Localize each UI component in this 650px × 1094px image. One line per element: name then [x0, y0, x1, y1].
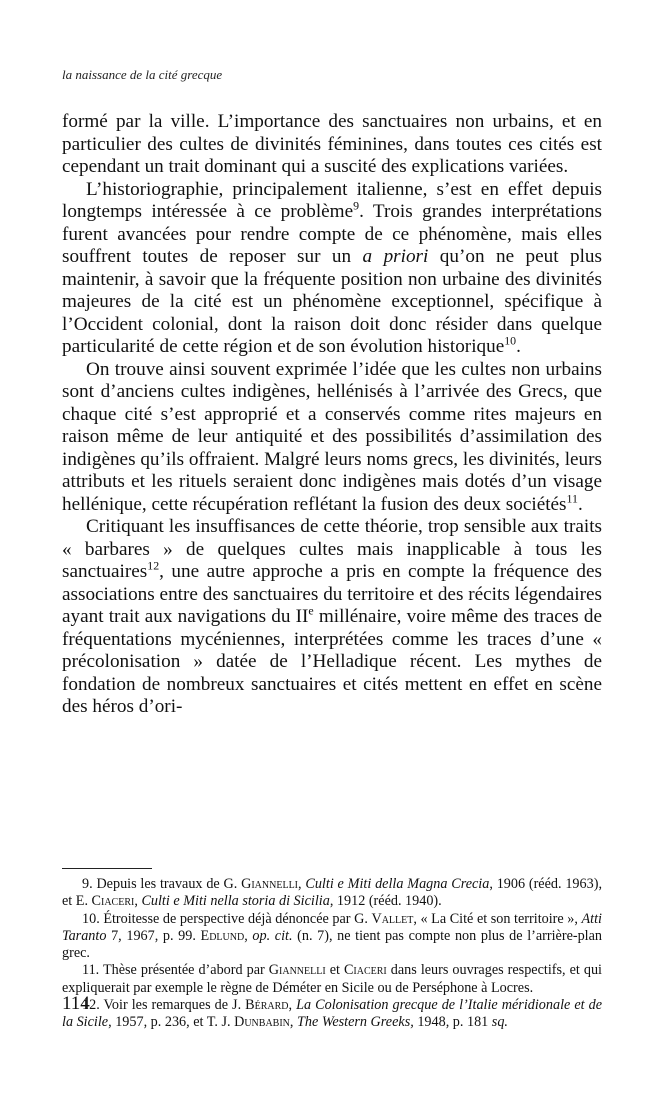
footnote-9	[62, 876, 602, 911]
author-name: Giannelli	[241, 876, 299, 892]
footnote-text: 12. Voir les remarques de J.	[82, 997, 246, 1014]
footnote-text: , « La Cité et son territoire »,	[413, 910, 582, 927]
footnote-text: 11. Thèse présentée d’abord par	[82, 962, 269, 979]
footnote-text: ,	[244, 927, 253, 944]
author-name: Giannelli	[268, 962, 326, 979]
footnote-ref-9: 9	[353, 198, 360, 213]
work-title: Culti e Miti della Magna Crecia	[305, 876, 490, 892]
footnote-text: 9. Depuis les travaux de G.	[82, 876, 242, 892]
paragraph-text: , une autre approche a pris en compte la fréquence des associations entre des sanctuaires du territoire et des récits légendaires ayant trait aux navigations du II	[62, 561, 602, 627]
work-title: Atti Taranto	[62, 910, 602, 944]
work-title: sq.	[491, 1014, 508, 1031]
footnote-text: , 1957, p. 236, et T. J.	[108, 1014, 235, 1031]
paragraph-text: Critiquant les insuffisances de cette théorie, trop sensible aux traits « barbares » de quelques cultes mais inapplicable à tous les sanctuaires	[62, 516, 602, 582]
footnote-ref-11: 11	[566, 491, 578, 506]
paragraph-text: millénaire, voire même des traces de fréquentations mycéniennes, interprétées comme les traces d’une « précolonisation » datée de l’Helladique récent. Les mythes de fondation de nombreux sanctuaires et cités mettent en effet en scène des héros d’ori-	[62, 606, 602, 717]
work-title: op. cit.	[252, 927, 293, 944]
author-name: Vallet	[371, 910, 414, 927]
ordinal-superscript: e	[308, 603, 314, 618]
footnotes	[62, 876, 602, 1032]
work-title: La Colonisation grecque de l’Italie méridionale et de la Sicile	[62, 997, 603, 1031]
paragraph-3	[62, 359, 602, 517]
author-name: Ciaceri	[91, 893, 135, 910]
paragraph-1	[62, 111, 602, 179]
paragraph-text: . Trois grandes interprétations furent avancées pour rendre compte de ce phénomène, mais elles souffrent toutes de reposer sur un	[62, 201, 602, 267]
work-title: Culti e Miti nella storia di Sicilia	[141, 893, 330, 910]
footnote-10	[62, 911, 602, 963]
footnote-text: 7, 1967, p. 99.	[106, 927, 201, 944]
footnote-text: ,	[134, 893, 142, 910]
footnote-text: 1948, p. 181	[413, 1014, 492, 1031]
footnote-11	[62, 962, 602, 997]
body-text	[62, 111, 602, 719]
author-name: Ciaceri	[343, 962, 387, 979]
italic-term: a priori	[362, 246, 429, 267]
footnote-text: (n. 7), ne tient pas compte non plus de l’arrière-plan grec.	[62, 927, 603, 962]
paragraph-2	[62, 179, 602, 359]
footnote-divider	[62, 868, 152, 869]
footnote-text: ,	[288, 997, 297, 1014]
paragraph-text: formé par la ville. L’importance des sanctuaires non urbains, et en particulier des cultes de divinités féminines, dans toutes ces cités est cependant un trait dominant qui a suscité des explications variées.	[62, 111, 602, 177]
footnote-text: , 1912 (rééd. 1940).	[329, 893, 442, 910]
paragraph-text: qu’on ne peut plus maintenir, à savoir que la fréquente position non urbaine des divinités majeures de la cité est un phénomène exceptionnel, spécifique à l’Occident colonial, dont la raison doit donc résider dans quelque particularité de cette région et de son évolution historique	[62, 246, 602, 357]
author-name: Dunbabin	[234, 1014, 290, 1031]
page-number: 114	[62, 993, 90, 1014]
footnote-text: ,	[289, 1014, 297, 1031]
footnote-text: dans leurs ouvrages respectifs, et qui expliquerait par exemple le règne de Déméter en Sicile ou de Perséphone à Locres.	[62, 962, 602, 996]
footnote-text: 10. Étroitesse de perspective déjà dénoncée par G.	[82, 910, 372, 927]
paragraph-4	[62, 516, 602, 719]
footnote-text: et	[325, 962, 344, 979]
paragraph-text: On trouve ainsi souvent exprimée l’idée que les cultes non urbains sont d’anciens cultes indigènes, hellénisés à l’arrivée des Grecs, que chaque cité s’est approprié et a conservés comme rites majeurs en raison même de leur antiquité et des possibilités d’assimilation des indigènes qu’ils offraient. Malgré leurs noms grecs, les divinités, leurs attributs et les rituels seraient donc indigènes mais dotés d’un visage hellénique, cette récupération reflétant la fusion des deux sociétés	[62, 358, 602, 515]
paragraph-text: .	[577, 493, 583, 515]
footnote-text: , 1906 (rééd. 1963), et E.	[62, 876, 602, 910]
footnote-ref-12: 12	[147, 558, 160, 573]
paragraph-text: .	[516, 336, 521, 357]
author-name: Bérard	[245, 997, 289, 1014]
footnote-ref-10: 10	[504, 333, 517, 348]
footnote-12	[62, 997, 602, 1032]
work-title: The Western Greeks,	[297, 1014, 414, 1031]
author-name: Edlund	[200, 927, 245, 944]
footnote-text: ,	[298, 876, 306, 892]
running-head: la naissance de la cité grecque	[62, 67, 223, 82]
paragraph-text: L’historiographie, principalement italienne, s’est en effet depuis longtemps intéressée à ce problème	[62, 178, 602, 222]
